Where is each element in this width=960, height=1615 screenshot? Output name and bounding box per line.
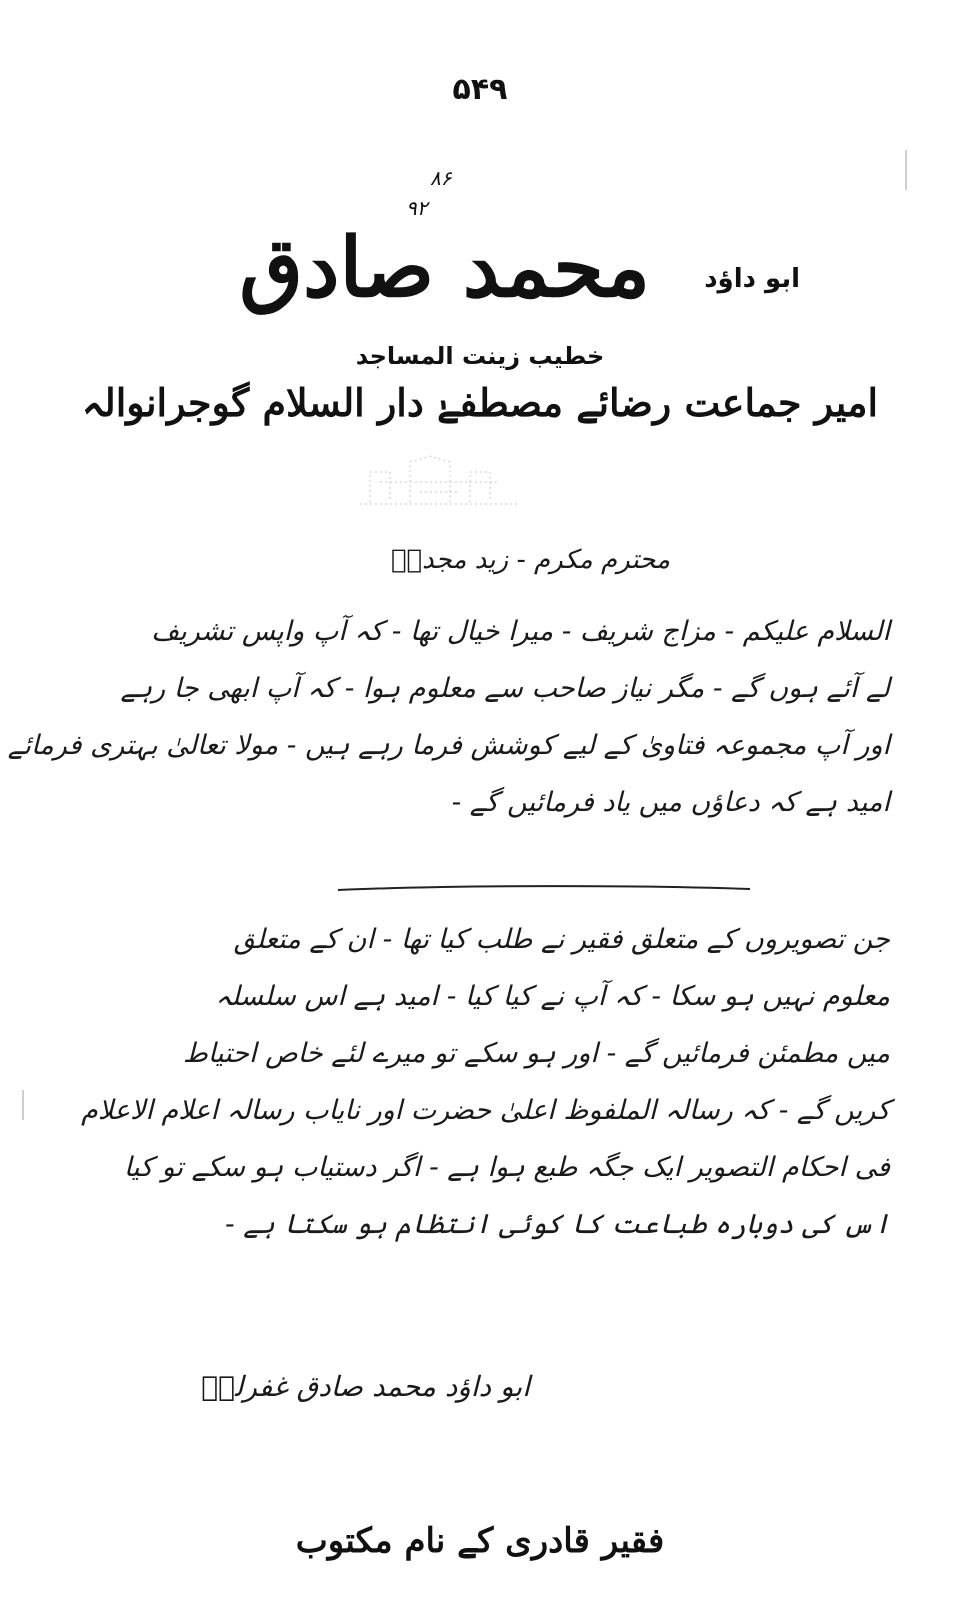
letter-line: کریں گے - کہ رسالہ الملفوظ اعلیٰ حضرت اور نایاب رسالہ اعلام الاعلام (81, 1095, 890, 1126)
letter-line: میں مطمئن فرمائیں گے - اور ہو سکے تو میرے لئے خاص احتیاط (182, 1038, 890, 1069)
letterhead-title-line-1: خطیب زینت المساجد (355, 342, 605, 370)
faded-stamp-graphic (350, 452, 530, 510)
annotation-top: ۸۶ (430, 166, 452, 190)
letter-paragraph-1 (7, 604, 890, 832)
scan-speck (905, 150, 907, 190)
handwritten-annotation (390, 166, 510, 226)
letter-line: اس کی دوبارہ طباعت کا کوئی انتظام ہو سکتا ہے - (224, 1209, 890, 1240)
letter-signature: ابو داؤد محمد صادق غفرلہٗ (201, 1370, 530, 1403)
handwritten-divider (336, 884, 752, 892)
letter-line: معلوم نہیں ہو سکا - کہ آپ نے کیا کیا - امید ہے اس سلسلہ (215, 981, 890, 1012)
letter-line: السلام علیکم - مزاج شریف - میرا خیال تھا - کہ آپ واپس تشریف (151, 616, 890, 647)
letter-line: اور آپ مجموعہ فتاویٰ کے لیے کوشش فرما رہے ہیں - مولا تعالیٰ بہتری فرمائے (7, 730, 890, 761)
letterhead-name: محمد صادق (239, 220, 650, 316)
annotation-bottom: ۹۲ (406, 196, 428, 220)
page-number: ۵۴۹ (452, 72, 508, 107)
letter-paragraph-2 (70, 912, 890, 1254)
letter-line: جن تصویروں کے متعلق فقیر نے طلب کیا تھا - ان کے متعلق (233, 924, 890, 955)
letter-line: امید ہے کہ دعاؤں میں یاد فرمائیں گے - (451, 787, 890, 818)
letterhead-name-row (160, 218, 800, 328)
scan-speck (22, 1090, 24, 1120)
letter-line: فی احکام التصویر ایک جگہ طبع ہوا ہے - اگر دستیاب ہو سکے تو کیا (123, 1152, 890, 1183)
page-caption: فقیر قادری کے نام مکتوب (295, 1521, 665, 1561)
letterhead-title-line-2: امیر جماعت رضائے مصطفےٰ دار السلام گوجرانوالہ (81, 380, 879, 425)
letterhead-kunya: ابو داؤد (704, 264, 800, 294)
letter-salutation: محترم مکرم - زید مجدہٗ (390, 545, 670, 575)
letter-line: لے آئے ہوں گے - مگر نیاز صاحب سے معلوم ہوا - کہ آپ ابھی جا رہے (120, 673, 890, 704)
